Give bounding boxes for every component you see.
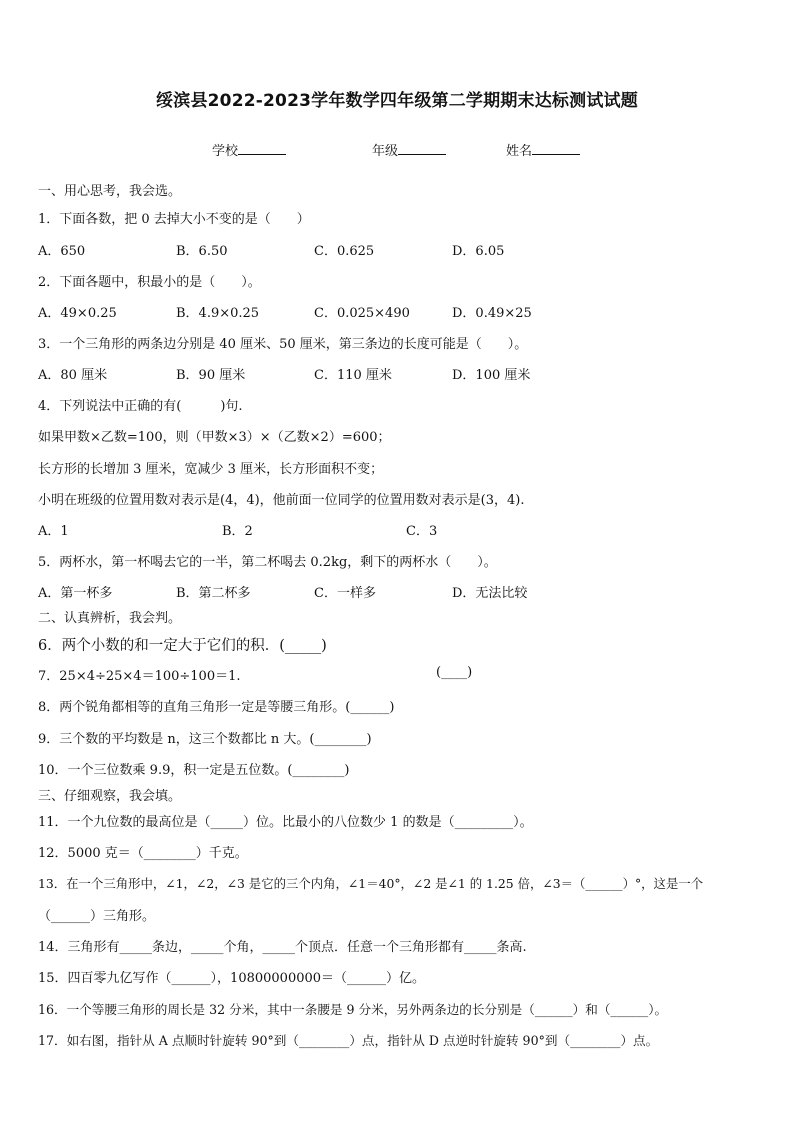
- question-8: 8．两个锐角都相等的直角三角形一定是等腰三角形。(______): [38, 700, 395, 715]
- question-16: 16．一个等腰三角形的周长是 32 分米，其中一条腰是 9 分米，另外两条边的长分别是（______）和（______）。: [38, 1002, 668, 1017]
- section-1-heading: 一、用心思考，我会选。: [38, 184, 182, 199]
- q3-option-a[interactable]: A．80 厘米: [38, 368, 108, 383]
- q2-option-b[interactable]: B．4.9×0.25: [176, 306, 260, 321]
- name-label: 姓名: [506, 144, 533, 159]
- q5-option-a[interactable]: A．第一杯多: [38, 586, 113, 601]
- q5-option-c[interactable]: C．一样多: [314, 586, 376, 601]
- question-13-continued: （______）三角形。: [38, 909, 156, 924]
- q3-option-d[interactable]: D．100 厘米: [452, 368, 531, 383]
- question-12: 12．5000 克＝（________）千克。: [38, 846, 248, 861]
- page-title: 绥滨县2022-2023学年数学四年级第二学期期末达标测试试题: [156, 91, 638, 111]
- question-6: 6．两个小数的和一定大于它们的积．(_____): [38, 638, 327, 654]
- q2-option-a[interactable]: A．49×0.25: [38, 306, 117, 321]
- name-field: [506, 140, 580, 159]
- question-13: 13．在一个三角形中，∠1，∠2，∠3 是它的三个内角，∠1＝40°，∠2 是∠1 的 1.25 倍，∠3＝（______）°，这是一个: [38, 876, 704, 891]
- q4-statement-3: 小明在班级的位置用数对表示是(4，4)，他前面一位同学的位置用数对表示是(3，4).: [38, 493, 525, 508]
- question-3: 3．一个三角形的两条边分别是 40 厘米、50 厘米，第三条边的长度可能是（ ）。: [38, 337, 528, 352]
- question-14: 14．三角形有_____条边，_____个角，_____个顶点．任意一个三角形都有_____条高.: [38, 940, 527, 955]
- q2-option-c[interactable]: C．0.025×490: [314, 306, 410, 321]
- q1-option-d[interactable]: D．6.05: [452, 244, 505, 259]
- q4-statement-2: 长方形的长增加 3 厘米，宽减少 3 厘米，长方形面积不变；: [38, 462, 384, 477]
- section-3-heading: 三、仔细观察，我会填。: [38, 789, 182, 804]
- q3-option-b[interactable]: B．90 厘米: [176, 368, 246, 383]
- name-blank[interactable]: [532, 141, 580, 155]
- grade-blank[interactable]: [398, 141, 446, 155]
- q5-option-b[interactable]: B．第二杯多: [176, 586, 251, 601]
- question-11: 11．一个九位数的最高位是（_____）位。比最小的八位数少 1 的数是（_________）。: [38, 815, 533, 830]
- school-blank[interactable]: [238, 141, 286, 155]
- q4-option-c[interactable]: C．3: [406, 524, 438, 539]
- question-17: 17．如右图，指针从 A 点顺时针旋转 90°到（________）点，指针从 D 点逆时针旋转 90°到（________）点。: [38, 1033, 659, 1048]
- question-15: 15．四百零九亿写作（______），10800000000＝（______）亿。: [38, 971, 426, 986]
- question-10: 10．一个三位数乘 9.9，积一定是五位数。(________): [38, 763, 350, 778]
- q1-option-a[interactable]: A．650: [38, 244, 86, 259]
- grade-field: [372, 140, 446, 159]
- grade-label: 年级: [372, 144, 399, 159]
- q4-statement-1: 如果甲数×乙数=100，则（甲数×3）×（乙数×2）=600；: [38, 430, 391, 445]
- q2-option-d[interactable]: D．0.49×25: [452, 306, 532, 321]
- question-9: 9．三个数的平均数是 n，这三个数都比 n 大。(________): [38, 732, 372, 747]
- q1-option-c[interactable]: C．0.625: [314, 244, 375, 259]
- q4-option-a[interactable]: A．1: [38, 524, 69, 539]
- q4-option-b[interactable]: B．2: [222, 524, 253, 539]
- question-4: 4．下列说法中正确的有( )句.: [38, 399, 243, 414]
- q1-option-b[interactable]: B．6.50: [176, 244, 228, 259]
- question-2: 2．下面各题中，积最小的是（ ）。: [38, 275, 261, 290]
- q7-answer-blank[interactable]: (____): [436, 665, 473, 680]
- question-7: 7．25×4÷25×4＝100÷100＝1.: [38, 669, 241, 684]
- question-5: 5．两杯水，第一杯喝去它的一半，第二杯喝去 0.2kg，剩下的两杯水（ ）。: [38, 555, 497, 570]
- question-1: 1．下面各数，把 0 去掉大小不变的是（ ）: [38, 212, 310, 227]
- school-label: 学校: [212, 144, 239, 159]
- section-2-heading: 二、认真辨析，我会判。: [38, 611, 182, 626]
- q3-option-c[interactable]: C．110 厘米: [314, 368, 392, 383]
- school-field: [212, 140, 286, 159]
- q5-option-d[interactable]: D．无法比较: [452, 586, 528, 601]
